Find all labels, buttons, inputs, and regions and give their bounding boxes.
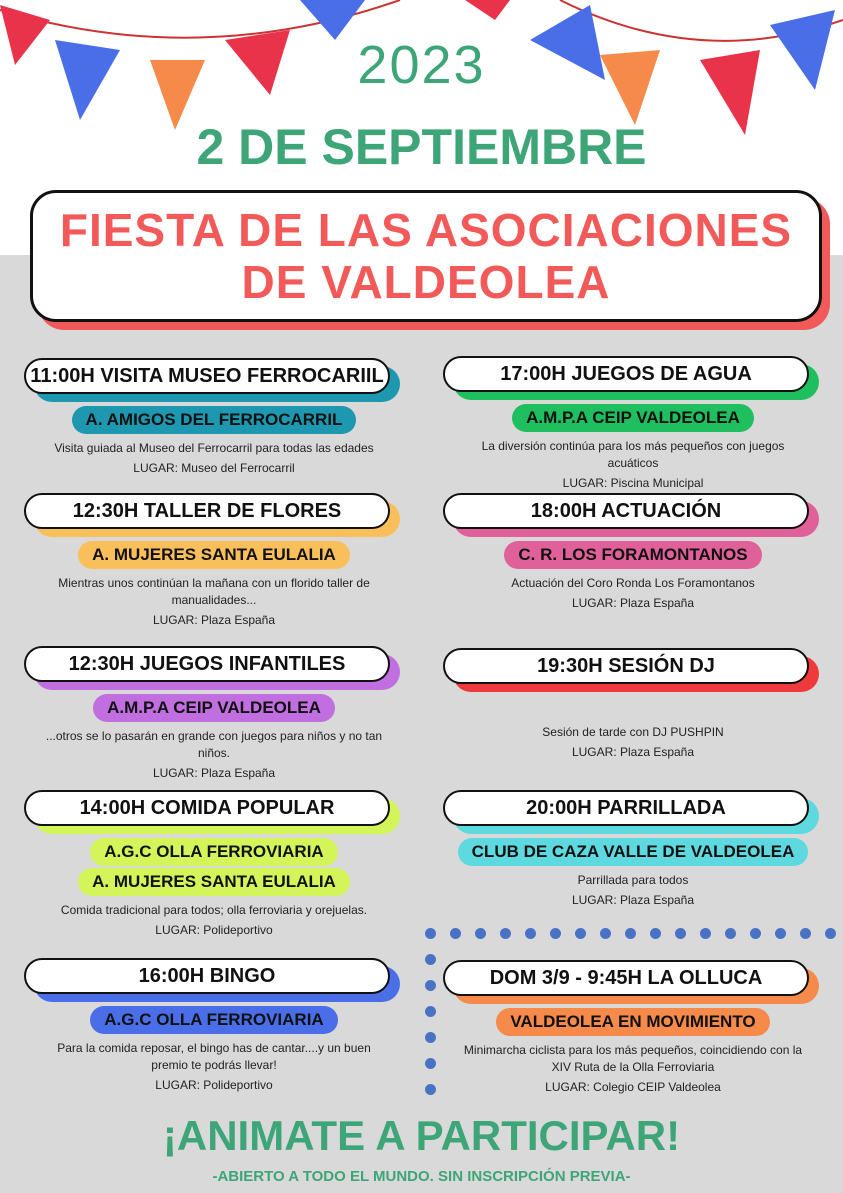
event-place: LUGAR: Colegio CEIP Valdeolea: [545, 1080, 721, 1094]
event-place: LUGAR: Polideportivo: [155, 1078, 273, 1092]
dot: [575, 928, 586, 939]
organizer-badge: C. R. LOS FORAMONTANOS: [504, 541, 761, 569]
event-description: Para la comida reposar, el bingo has de cantar....y un buen premio te podrás llevar!: [57, 1041, 371, 1072]
dot: [525, 928, 536, 939]
dot: [600, 928, 611, 939]
event-card: [443, 356, 823, 490]
event-place: LUGAR: Plaza España: [571, 745, 695, 759]
event-time-title: 17:00H JUEGOS DE AGUA: [443, 356, 809, 392]
event-place: LUGAR: Plaza España: [152, 613, 276, 627]
organizer-badge: A.G.C OLLA FERROVIARIA: [90, 838, 337, 866]
title-line-1: FIESTA DE LAS ASOCIACIONES: [59, 204, 793, 256]
dot: [675, 928, 686, 939]
event-time-title: DOM 3/9 - 9:45H LA OLLUCA: [443, 960, 809, 996]
event-card: [24, 358, 404, 475]
dot: [425, 1032, 436, 1043]
event-description: Actuación del Coro Ronda Los Foramontanos: [511, 576, 755, 590]
event-card: [443, 648, 823, 759]
dot: [425, 928, 436, 939]
organizer-badges: [443, 529, 823, 569]
event-description: Sesión de tarde con DJ PUSHPIN: [542, 725, 724, 739]
organizer-badge: A. MUJERES SANTA EULALIA: [78, 868, 350, 896]
event-time-title: 18:00H ACTUACIÓN: [443, 493, 809, 529]
event-card: [24, 790, 404, 937]
organizer-badges: [443, 392, 823, 432]
event-place: LUGAR: Plaza España: [571, 596, 695, 610]
event-description: ...otros se lo pasarán en grande con juegos para niños y no tan niños.: [45, 729, 383, 760]
dot: [450, 928, 461, 939]
event-time-title: 14:00H COMIDA POPULAR: [24, 790, 390, 826]
organizer-badge: A.M.P.A CEIP VALDEOLEA: [93, 694, 335, 722]
event-card: [24, 646, 404, 780]
organizer-badges: [443, 996, 823, 1036]
event-place: LUGAR: Polideportivo: [155, 923, 273, 937]
event-place: LUGAR: Piscina Municipal: [562, 476, 704, 490]
dot: [650, 928, 661, 939]
event-time-title: 20:00H PARRILLADA: [443, 790, 809, 826]
organizer-badge: CLUB DE CAZA VALLE DE VALDEOLEA: [458, 838, 809, 866]
dot: [550, 928, 561, 939]
dot: [800, 928, 811, 939]
dot: [750, 928, 761, 939]
event-description: Visita guiada al Museo del Ferrocarril para todas las edades: [54, 441, 374, 455]
event-time-title: 19:30H SESIÓN DJ: [443, 648, 809, 684]
event-place: LUGAR: Plaza España: [571, 893, 695, 907]
event-place: LUGAR: Plaza España: [152, 766, 276, 780]
organizer-badge: A. AMIGOS DEL FERROCARRIL: [72, 406, 357, 434]
organizer-badges: [24, 826, 404, 896]
footer-note: -ABIERTO A TODO EL MUNDO. SIN INSCRIPCIÓN PREVIA-: [212, 1168, 631, 1185]
event-card: [24, 493, 404, 627]
event-place: LUGAR: Museo del Ferrocarril: [133, 461, 295, 475]
event-description: Minimarcha ciclista para los más pequeños, coincidiendo con la XIV Ruta de la Olla Ferroviaria: [463, 1043, 803, 1074]
event-description: Mientras unos continúan la mañana con un florido taller de manualidades...: [58, 576, 370, 607]
organizer-badge: A. MUJERES SANTA EULALIA: [78, 541, 350, 569]
event-card: [443, 493, 823, 610]
dot: [425, 1058, 436, 1069]
organizer-badge: VALDEOLEA EN MOVIMIENTO: [496, 1008, 769, 1036]
dot: [625, 928, 636, 939]
organizer-badge: A.G.C OLLA FERROVIARIA: [90, 1006, 337, 1034]
event-description: Comida tradicional para todos; olla ferroviaria y orejuelas.: [60, 903, 368, 917]
event-description: Parrillada para todos: [577, 873, 689, 887]
title-line-2: DE VALDEOLEA: [241, 256, 611, 308]
title-box: [30, 190, 822, 322]
dot: [700, 928, 711, 939]
dot: [425, 1084, 436, 1095]
event-card: [443, 960, 823, 1094]
event-card: [24, 958, 404, 1092]
organizer-badges: [24, 682, 404, 722]
event-time-title: 12:30H JUEGOS INFANTILES: [24, 646, 390, 682]
dot: [775, 928, 786, 939]
organizer-badges: [24, 394, 404, 434]
year: 2023: [357, 35, 486, 95]
dot: [425, 1006, 436, 1017]
event-time-title: 11:00H VISITA MUSEO FERROCARIIL: [24, 358, 390, 394]
event-description: La diversión continúa para los más pequeños con juegos acuáticos: [481, 439, 785, 470]
dot: [475, 928, 486, 939]
dot: [825, 928, 836, 939]
organizer-badges: [24, 529, 404, 569]
dot: [500, 928, 511, 939]
organizer-badge: A.M.P.A CEIP VALDEOLEA: [512, 404, 754, 432]
event-time-title: 16:00H BINGO: [24, 958, 390, 994]
organizer-badges: [443, 826, 823, 866]
organizer-badges: [24, 994, 404, 1034]
dot: [725, 928, 736, 939]
event-time-title: 12:30H TALLER DE FLORES: [24, 493, 390, 529]
dot: [425, 980, 436, 991]
event-date: 2 DE SEPTIEMBRE: [196, 119, 647, 175]
dot: [425, 954, 436, 965]
call-to-action: ¡ANIMATE A PARTICIPAR!: [162, 1112, 681, 1159]
event-card: [443, 790, 823, 907]
